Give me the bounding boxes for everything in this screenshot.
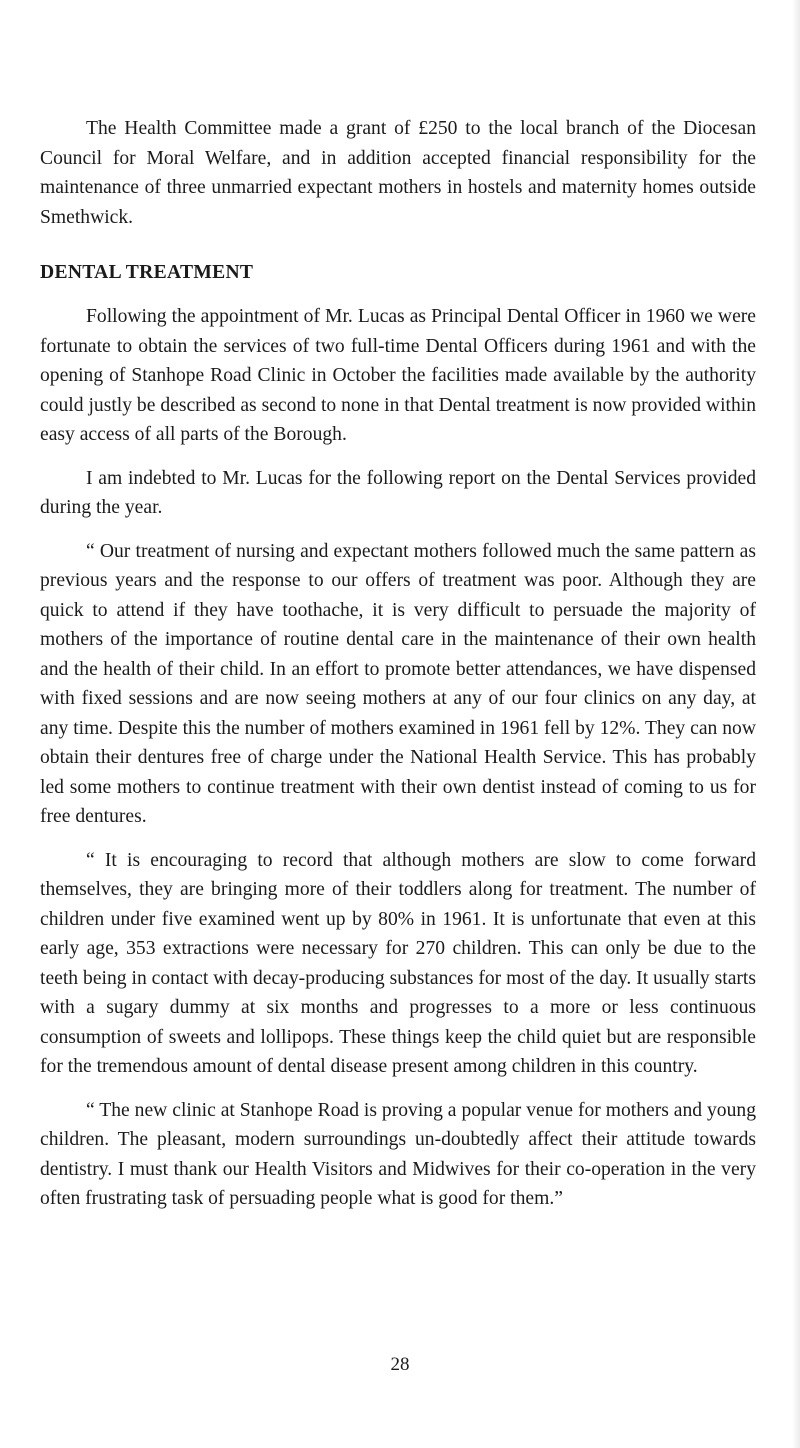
section-heading-dental-treatment: DENTAL TREATMENT — [40, 262, 254, 283]
paragraph-appointment: Following the appointment of Mr. Lucas as Principal Dental Officer in 1960 we were fortunate to obtain the services of two full-time Dental Officers during 1961 and with the opening of Stanhope Road Clinic in October the facilities made available by the authority could justly be described as second to none in that Dental treatment is now provided within easy access of all parts of the Borough. — [40, 306, 756, 445]
document-page — [40, 114, 756, 1214]
paragraph-indebted: I am indebted to Mr. Lucas for the following report on the Dental Services provided during the year. — [40, 467, 756, 518]
page-edge-shadow — [792, 0, 800, 1448]
paragraph-encouraging: “ It is encouraging to record that although mothers are slow to come forward themselves, they are bringing more of their toddlers along for treatment. The number of children under five examined went up by 80% in 1961. It is unfortunate that even at this early age, 353 extractions were necessary for 270 children. This can only be due to the teeth being in contact with decay-producing substances for most of the day. It usually starts with a sugary dummy at six months and progresses to a more or less continuous consumption of sweets and lollipops. These things keep the child quiet but are responsible for the tremendous amount of dental disease present among children in this country. — [40, 849, 756, 1077]
paragraph-treatment-mothers: “ Our treatment of nursing and expectant mothers followed much the same pattern as previous years and the response to our offers of treatment was poor. Although they are quick to attend if they have toothache, it is very difficult to persuade the majority of mothers of the importance of routine dental care in the maintenance of their own health and the health of their child. In an effort to promote better attendances, we have dispensed with fixed sessions and are now seeing mothers at any of our four clinics on any day, at any time. Despite this the number of mothers examined in 1961 fell by 12%. They can now obtain their dentures free of charge under the National Health Service. This has probably led some mothers to continue treatment with their own dentist instead of coming to us for free dentures. — [40, 540, 756, 827]
page-number: 28 — [390, 1354, 410, 1375]
paragraph-new-clinic: “ The new clinic at Stanhope Road is proving a popular venue for mothers and young children. The pleasant, modern surroundings un-doubtedly affect their attitude towards dentistry. I must thank our Health Visitors and Midwives for their co-operation in the very often frustrating task of persuading people what is good for them.” — [40, 1099, 756, 1209]
paragraph-grant: The Health Committee made a grant of £250 to the local branch of the Diocesan Council for Moral Welfare, and in addition accepted financial responsibility for the maintenance of three unmarried expectant mothers in hostels and maternity homes outside Smethwick. — [40, 118, 756, 228]
